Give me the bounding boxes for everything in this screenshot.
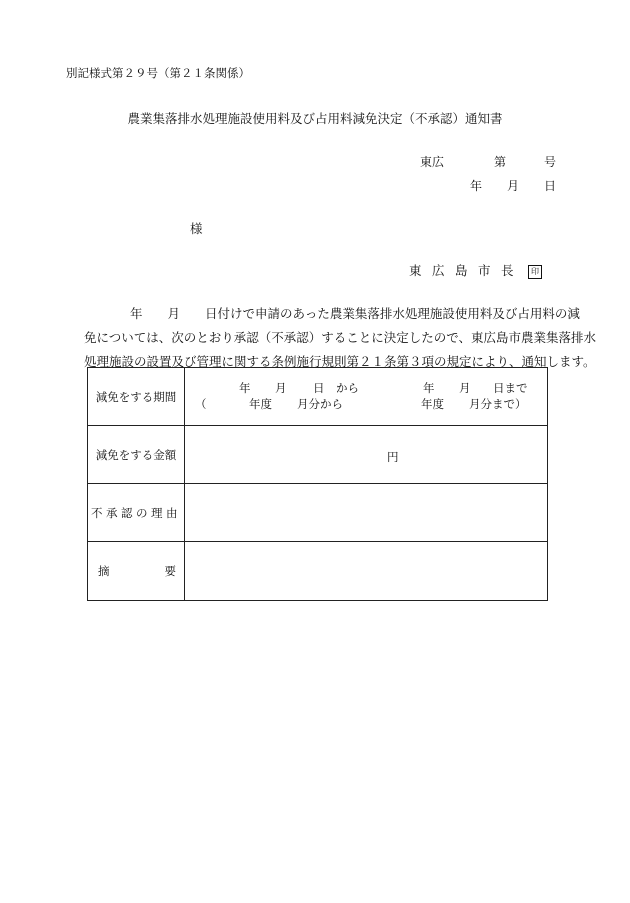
amount-yen: 円 [387,450,399,464]
seal-mark: 印 [528,265,542,279]
table-row [88,368,548,426]
reference-go: 号 [544,155,557,169]
date-month: 月 [507,179,520,193]
period-month-from: 月分から [297,396,343,411]
form-id: 別記様式第２９号（第２１条関係） [66,66,250,80]
reference-dai: 第 [494,155,507,169]
sender-line [409,265,542,279]
body-line-3: 処理施設の設置及び管理に関する条例施行規則第２１条第３項の規定により、通知します。 [84,354,596,369]
notice-body [84,302,597,374]
sender-title: 東広島市長 [409,263,525,278]
period-fy-to: 年度 [421,396,444,411]
table-row [88,426,548,484]
table-row [88,542,548,601]
details-table [87,367,548,601]
document-title: 農業集落排水処理施設使用料及び占用料減免決定（不承認）通知書 [127,111,503,126]
period-cell [185,368,548,426]
date-year: 年 [470,179,483,193]
remarks-label-a: 摘 [98,564,110,578]
period-from-day: 日 から [313,380,359,395]
remarks-label [88,542,185,601]
body-line-2: 免については、次のとおり承認（不承認）することに決定したので、東広島市農業集落排水 [84,330,597,345]
period-to-year: 年 [423,380,435,395]
amount-cell [185,426,548,484]
period-fy-from: 年度 [249,396,272,411]
amount-label: 減免をする金額 [88,426,185,484]
remarks-cell [185,542,548,601]
period-month-to: 月分まで） [469,396,527,411]
period-from-month: 月 [275,380,287,395]
period-open-paren: （ [195,396,207,411]
period-to-month: 月 [459,380,471,395]
period-label: 減免をする期間 [88,368,185,426]
period-to-day: 日まで [493,380,528,395]
addressee-honorific: 様 [190,221,203,236]
date-day: 日 [544,179,557,193]
rejection-reason-label: 不承認の理由 [88,484,185,542]
period-from-year: 年 [239,380,251,395]
table-row [88,484,548,542]
remarks-label-b: 要 [164,564,176,578]
body-line-1: 年 月 日付けで申請のあった農業集落排水処理施設使用料及び占用料の減 [130,306,580,321]
rejection-reason-cell [185,484,548,542]
reference-prefix: 東広 [420,155,445,169]
